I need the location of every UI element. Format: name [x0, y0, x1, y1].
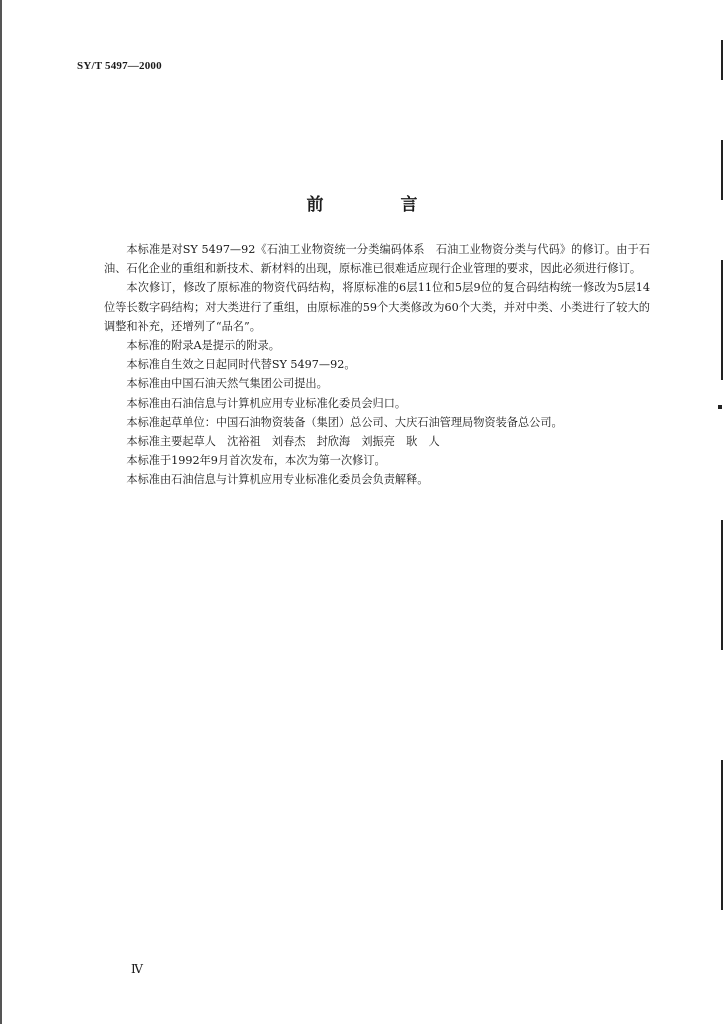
paragraph-2: 本次修订，修改了原标准的物资代码结构，将原标准的6层11位和5层9位的复合码结构统一修改为5层14位等长数字码结构；对大类进行了重组，由原标准的59个大类修改为60个大类，并对中类、小类进行了较大的调整和补充，还增列了“品名”。 [104, 281, 650, 333]
standard-code: SY/T 5497—2000 [77, 60, 162, 72]
foreword-body [104, 240, 650, 490]
scan-dot-right [718, 405, 722, 409]
scan-mark-right-4 [721, 520, 723, 650]
paragraph-9: 本标准于1992年9月首次发布，本次为第一次修订。 [126, 454, 386, 468]
paragraph-8: 本标准主要起草人 沈裕祖 刘春杰 封欣海 刘振亮 耿 人 [126, 435, 440, 449]
paragraph-6: 本标准由石油信息与计算机应用专业标准化委员会归口。 [126, 396, 407, 410]
scan-mark-right-5 [721, 760, 723, 910]
paragraph-10: 本标准由石油信息与计算机应用专业标准化委员会负责解释。 [126, 473, 429, 487]
scan-mark-right-3 [721, 260, 723, 380]
paragraph-5: 本标准由中国石油天然气集团公司提出。 [126, 377, 328, 391]
page-title: 前 言 [306, 195, 448, 215]
page-number: Ⅳ [131, 962, 143, 976]
paragraph-7: 本标准起草单位：中国石油物资装备（集团）总公司、大庆石油管理局物资装备总公司。 [126, 415, 563, 429]
paragraph-1: 本标准是对SY 5497—92《石油工业物资统一分类编码体系 石油工业物资分类与代码》的修订。由于石油、石化企业的重组和新技术、新材料的出现，原标准已很难适应现行企业管理的要求，因此必须进行修订。 [104, 243, 650, 276]
scan-edge-left [0, 0, 2, 1024]
scan-mark-right-2 [721, 140, 723, 200]
paragraph-4: 本标准自生效之日起同时代替SY 5497—92。 [126, 358, 356, 372]
paragraph-3: 本标准的附录A是提示的附录。 [126, 339, 280, 353]
scan-mark-right-1 [721, 40, 723, 80]
